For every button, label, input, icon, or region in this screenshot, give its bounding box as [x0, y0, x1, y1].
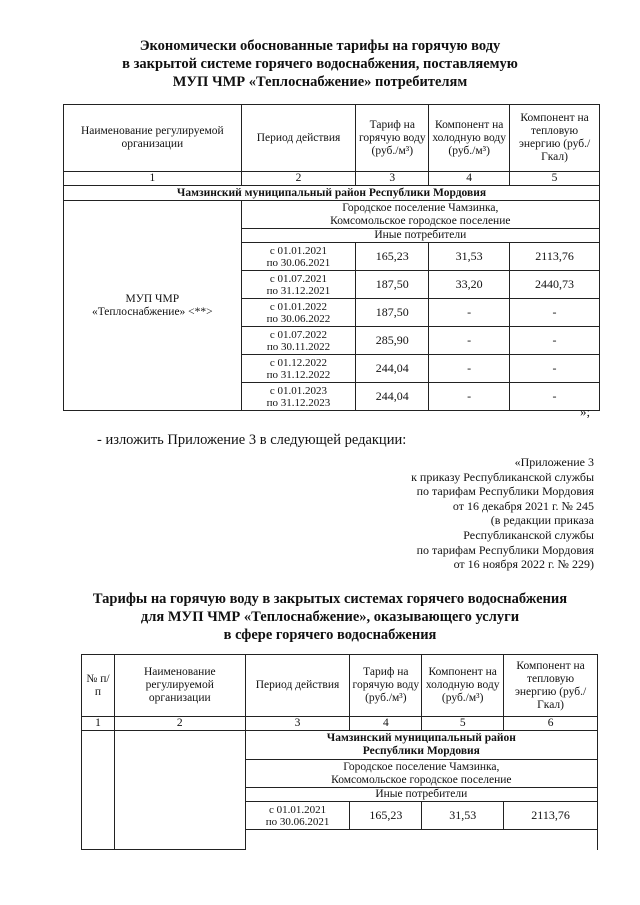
header-cold-water: Компонент на холодную воду (руб./м³): [429, 105, 510, 172]
column-number-row: [64, 172, 600, 186]
column-number: 5: [422, 717, 504, 731]
region-line: Чамзинский муниципальный район: [326, 732, 516, 744]
title-line: в закрытой системе горячего водоснабжения, поставляемую: [122, 56, 518, 72]
title-line: для МУП ЧМР «Теплоснабжение», оказывающего услуги: [140, 609, 520, 625]
column-number: 1: [82, 717, 115, 731]
column-number: 3: [245, 717, 350, 731]
header-period: Период действия: [241, 105, 356, 172]
header-tariff: Тариф на горячую воду (руб./м³): [356, 105, 429, 172]
heat-energy-cell: -: [510, 299, 600, 327]
tariff-cell: 244,04: [356, 383, 429, 411]
column-number: 3: [356, 172, 429, 186]
cold-water-cell: -: [429, 299, 510, 327]
appendix-line: (в редакции приказа: [490, 513, 594, 528]
tariff-cell: 187,50: [356, 271, 429, 299]
tariff-cell: 165,23: [356, 243, 429, 271]
header-heat-energy: Компонент на тепловую энергию (руб./Гкал): [510, 105, 600, 172]
period-cell: с 01.01.2021 по 30.06.2021: [241, 243, 356, 271]
column-number: 1: [64, 172, 242, 186]
header-organization: Наименование регулируемой организации: [64, 105, 242, 172]
header-period: Период действия: [245, 655, 350, 717]
tariff-cell: 244,04: [356, 355, 429, 383]
second-title: [10, 590, 640, 644]
region-heading: Чамзинский муниципальный район Республики Мордовия: [64, 186, 600, 201]
organization-name: [64, 201, 242, 411]
heat-energy-cell: -: [510, 383, 600, 411]
title-line: Тарифы на горячую воду в закрытых системах горячего водоснабжения: [92, 591, 568, 607]
period-cell: с 01.01.2023 по 31.12.2023: [241, 383, 356, 411]
settlement-line: Комсомольское городское поселение: [331, 773, 512, 786]
appendix-line: Республиканской службы: [463, 527, 594, 542]
heat-energy-cell: 2440,73: [510, 271, 600, 299]
heat-energy-cell: 2113,76: [510, 243, 600, 271]
appendix-line: «Приложение 3: [514, 455, 594, 469]
title-line: МУП ЧМР «Теплоснабжение» потребителям: [172, 74, 468, 90]
org-line: «Теплоснабжение» <**>: [91, 305, 213, 318]
settlement-heading: [245, 760, 597, 788]
period-cell: с 01.01.2021 по 30.06.2021: [245, 802, 350, 830]
heat-energy-cell: -: [510, 355, 600, 383]
continued-cell: [245, 830, 597, 850]
title-line: Экономически обоснованные тарифы на горячую воду: [139, 38, 501, 54]
tariff-table-1: [63, 104, 600, 411]
closing-quote: »;: [580, 404, 591, 419]
column-number: 2: [241, 172, 356, 186]
org-line: МУП ЧМР: [125, 292, 180, 305]
period-cell: с 01.01.2022 по 30.06.2022: [241, 299, 356, 327]
consumers-heading: Иные потребители: [245, 788, 597, 802]
title-line: в сфере горячего водоснабжения: [223, 627, 437, 643]
settlement-line: Городское поселение Чамзинка,: [342, 201, 499, 214]
table-header-row: [82, 655, 598, 717]
column-number: 2: [114, 717, 245, 731]
cold-water-cell: 31,53: [429, 243, 510, 271]
header-organization: Наименование регулируемой организации: [114, 655, 245, 717]
period-cell: с 01.07.2021 по 31.12.2021: [241, 271, 356, 299]
table-header-row: [64, 105, 600, 172]
cold-water-cell: -: [429, 383, 510, 411]
column-number: 4: [350, 717, 422, 731]
appendix-line: по тарифам Республики Мордовия: [416, 484, 594, 499]
period-cell: с 01.12.2022 по 31.12.2022: [241, 355, 356, 383]
region-line: Республики Мордовия: [362, 745, 480, 757]
cold-water-cell: 31,53: [422, 802, 504, 830]
appendix-line: по тарифам Республики Мордовия: [416, 542, 594, 557]
appendix-line: к приказу Республиканской службы: [411, 469, 594, 484]
cold-water-cell: -: [429, 327, 510, 355]
column-number: 5: [510, 172, 600, 186]
column-number: 6: [504, 717, 598, 731]
cold-water-cell: 33,20: [429, 271, 510, 299]
column-number-row: [82, 717, 598, 731]
appendix-line: от 16 ноября 2022 г. № 229): [453, 557, 594, 572]
tariff-cell: 285,90: [356, 327, 429, 355]
settlement-heading: [241, 201, 599, 229]
cold-water-cell: -: [429, 355, 510, 383]
row-number-cell: [82, 731, 115, 850]
settlement-line: Комсомольское городское поселение: [330, 214, 511, 227]
instruction-text: - изложить Приложение 3 в следующей редакции:: [97, 432, 407, 448]
organization-cell: [114, 731, 245, 850]
document-title: [0, 37, 640, 91]
column-number: 4: [429, 172, 510, 186]
header-cold-water: Компонент на холодную воду (руб./м³): [422, 655, 504, 717]
tariff-cell: 187,50: [356, 299, 429, 327]
region-heading: [245, 731, 597, 760]
consumers-heading: Иные потребители: [241, 229, 599, 243]
heat-energy-cell: 2113,76: [504, 802, 598, 830]
tariff-cell: 165,23: [350, 802, 422, 830]
appendix-line: от 16 декабря 2021 г. № 245: [452, 498, 594, 513]
header-tariff: Тариф на горячую воду (руб./м³): [350, 655, 422, 717]
header-number: № п/п: [82, 655, 115, 717]
period-cell: с 01.07.2022 по 30.11.2022: [241, 327, 356, 355]
header-heat-energy: Компонент на тепловую энергию (руб./Гкал): [504, 655, 598, 717]
heat-energy-cell: -: [510, 327, 600, 355]
settlement-line: Городское поселение Чамзинка,: [343, 760, 500, 773]
tariff-table-2: [81, 654, 598, 850]
appendix-note: [294, 455, 594, 572]
